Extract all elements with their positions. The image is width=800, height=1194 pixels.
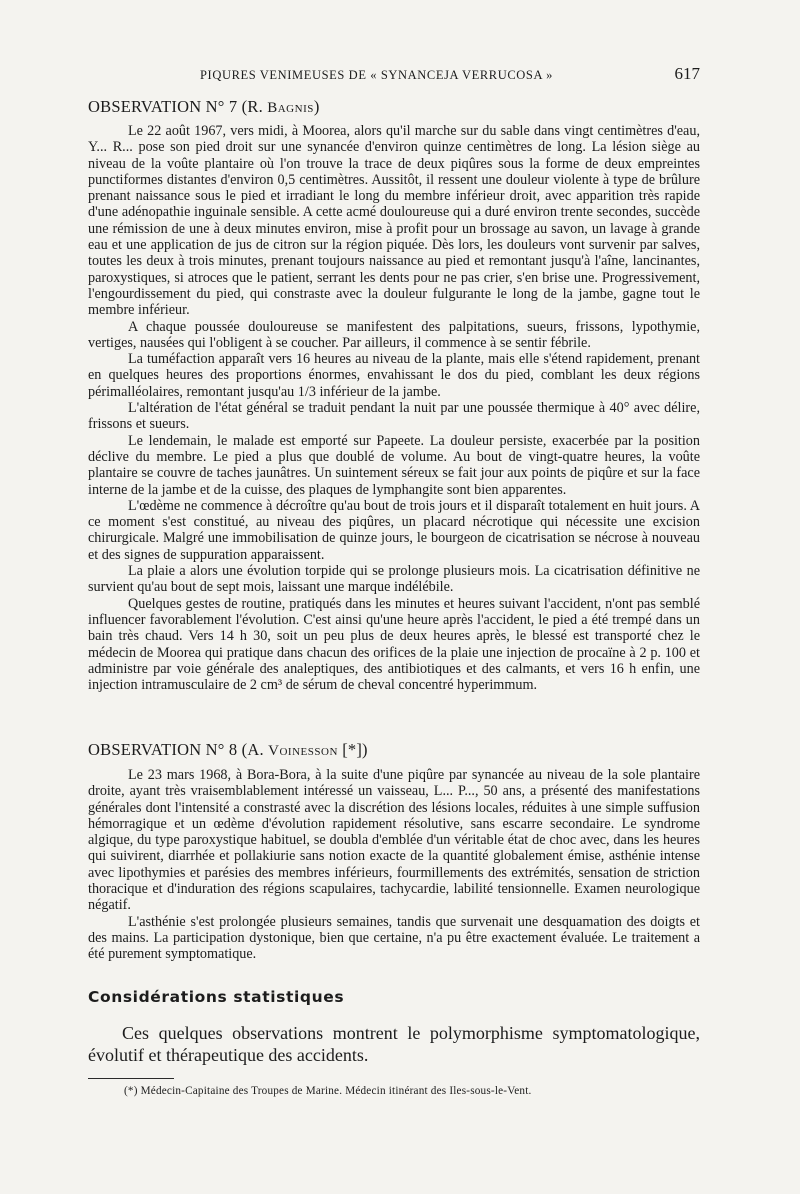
running-head-title: PIQURES VENIMEUSES DE « SYNANCEJA VERRUCOSA » [200, 68, 553, 82]
observation-8-author: Voinesson [268, 743, 338, 759]
observation-8-heading-prefix: OBSERVATION N° 8 (A. [88, 740, 269, 759]
observation-7-paragraph: Quelques gestes de routine, pratiqués dans les minutes et heures suivant l'accident, n'ont pas semblé influencer favorablement l'évolution. C'est ainsi qu'une heure après l'accident, le pied a été trempé dans un bain très chaud. Vers 14 h 30, soit un peu plus de deux heures après, le blessé est transporté chez le médecin de Moorea qui pratique dans chacun des orifices de la plaie une injection de procaïne à 2 p. 100 et administre par voie générale des analeptiques, des antibiotiques et des calmants, et vers 16 h enfin, une injection intramusculaire de 2 cm³ de sérum de cheval concentré hyperimmum. [88, 595, 700, 694]
footnote-rule [88, 1078, 174, 1079]
observation-7-heading-suffix: ) [313, 97, 320, 116]
observation-7-body [88, 123, 700, 693]
section-title: Considérations statistiques [88, 988, 345, 1006]
observation-7-paragraph: A chaque poussée douloureuse se manifestent des palpitations, sueurs, frissons, lypothymie, vertiges, nausées qui l'obligent à se coucher. Par ailleurs, il commence à se sentir fébrile. [88, 318, 700, 351]
footnote: (*) Médecin-Capitaine des Troupes de Marine. Médecin itinérant des Iles-sous-le-Vent. [124, 1085, 532, 1097]
observation-7-paragraph: La plaie a alors une évolution torpide qui se prolonge plusieurs mois. La cicatrisation définitive ne survient qu'au bout de sept mois, laissant une marque indélébile. [88, 563, 700, 596]
observation-7-heading-prefix: OBSERVATION N° 7 (R. [88, 97, 268, 116]
observation-7-paragraph: Le lendemain, le malade est emporté sur Papeete. La douleur persiste, exacerbée par la position déclive du membre. Le pied a plus que doublé de volume. Au bout de vingt-quatre heures, la voûte plantaire se couvre de taches jaunâtres. Un suintement séreux se fait jour aux points de piqûre et sur la face interne de la jambe et de la cuisse, des plaques de lymphangite sont bien apparentes. [88, 432, 700, 498]
observation-8-heading [88, 740, 368, 760]
observation-7-paragraph: L'altération de l'état général se traduit pendant la nuit par une poussée thermique à 40° avec délire, frissons et sueurs. [88, 400, 700, 433]
page-number: 617 [674, 64, 700, 83]
observation-8-heading-suffix: [*]) [337, 740, 368, 759]
section-paragraph: Ces quelques observations montrent le polymorphisme symptomatologique, évolutif et thérapeutique des accidents. [88, 1023, 700, 1065]
observation-7-heading [88, 97, 320, 117]
section-body [88, 1022, 700, 1066]
observation-7-author: Bagnis [267, 100, 314, 116]
observation-7-paragraph: La tuméfaction apparaît vers 16 heures au niveau de la plante, mais elle s'étend rapidement, prenant en quelques heures des proportions énormes, envahissant le dos du pied, comblant les deux régions périmalléolaires, remontant jusqu'au 1/3 inférieur de la jambe. [88, 351, 700, 400]
observation-7-paragraph: Le 22 août 1967, vers midi, à Moorea, alors qu'il marche sur du sable dans vingt centimètres d'eau, Y... R... pose son pied droit sur une synancée d'environ quinze centimètres de long. La lésion siège au niveau de la voûte plantaire où l'on trouve la trace de deux piqûres sous la forme de deux empreintes punctiformes distantes d'environ 0,5 centimètres. Aussitôt, il ressent une douleur violente à type de brûlure prenant naissance sous le pied et irradiant le long du membre inférieur droit, avec apparition très rapide d'une adénopathie inguinale sensible. A cette acmé douloureuse qui a duré environ trente secondes, succède une rémission de une à deux minutes environ, mise à profit pour un brossage au savon, un lavage à grande eau et une application de jus de citron sur la région piquée. Dès lors, les douleurs vont survenir par salves, toutes les deux à trois minutes, prenant toujours naissance au pied et remontant jusqu'à l'aîne, lancinantes, paroxystiques, si atroces que le patient, serrant les dents pour ne pas crier, s'en brise une. Progressivement, l'engourdissement du pied, qui constraste avec la douleur fulgurante le long de la jambe, gagne tout le membre inférieur. [88, 123, 700, 319]
observation-8-paragraph: Le 23 mars 1968, à Bora-Bora, à la suite d'une piqûre par synancée au niveau de la sole plantaire droite, ayant très vraisemblablement intéressé un vaisseau, L... P..., 50 ans, a présenté des manifestations générales dont l'intensité a constrasté avec la discrétion des lésions locales, réduites à une simple suffusion hémorragique et un œdème d'évolution rapidement résolutive, sans escarre secondaire. Le syndrome algique, du type paroxystique habituel, se doubla d'emblée d'un véritable état de choc avec, dans les heures qui suivirent, diarrhée et pollakiurie sans notion exacte de la quantité globalement émise, asthénie intense avec lipothymies et parésies des membres inférieurs, fourmillements des extrémités, sensation de striction thoracique et d'induration des régions scapulaires, tachycardie, labilité tensionnelle. Examen neurologique négatif. [88, 767, 700, 914]
observation-8-body [88, 767, 700, 963]
observation-7-paragraph: L'œdème ne commence à décroître qu'au bout de trois jours et il disparaît totalement en huit jours. A ce moment s'est constitué, au niveau des piqûres, un placard nécrotique qui nécessite une excision chirurgicale. Malgré une immobilisation de quinze jours, le bourgeon de cicatrisation se nécrose à nouveau et des signes de suppuration apparaissent. [88, 497, 700, 563]
running-head [200, 64, 700, 84]
observation-8-paragraph: L'asthénie s'est prolongée plusieurs semaines, tandis que survenait une desquamation des doigts et des mains. La participation dystonique, bien que certaine, n'a pu être exactement évaluée. Le traitement a été purement symptomatique. [88, 913, 700, 963]
